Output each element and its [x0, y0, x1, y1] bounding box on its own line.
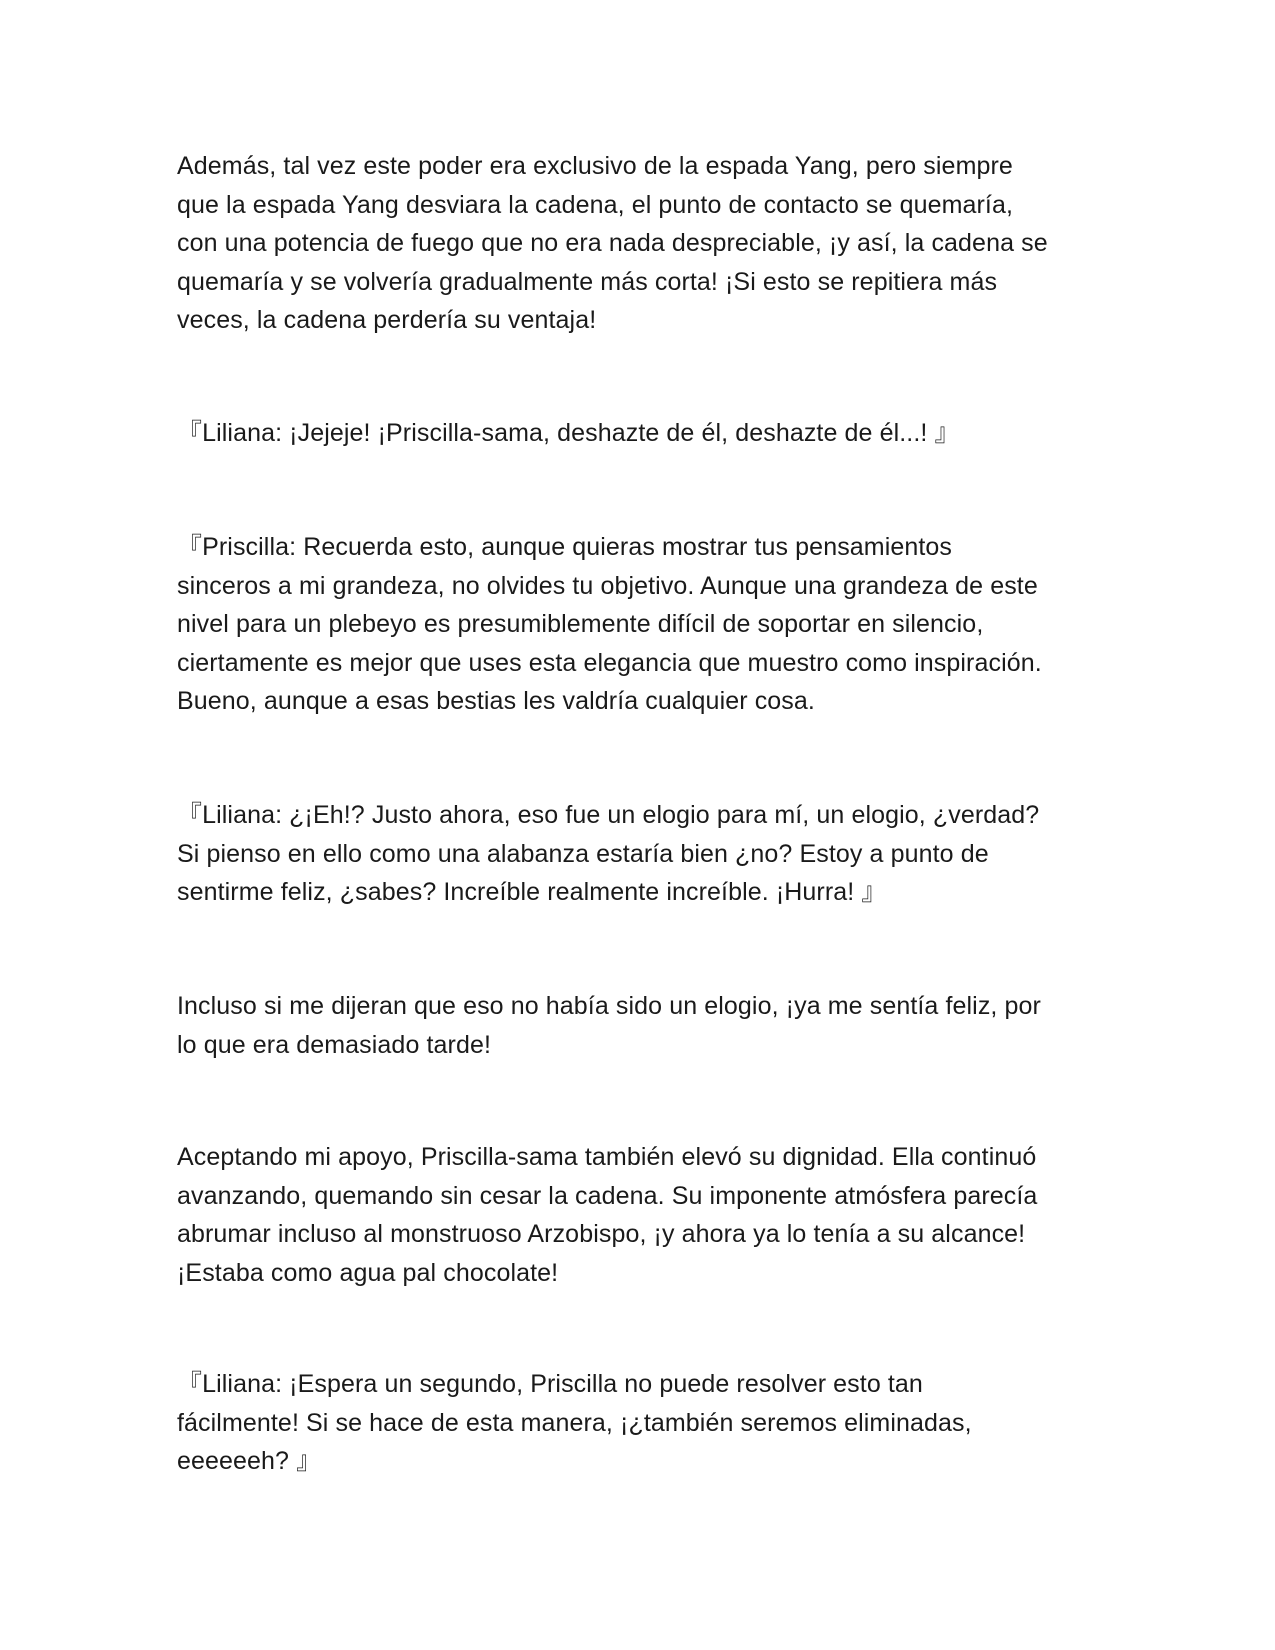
- text-line: avanzando, quemando sin cesar la cadena. Su imponente atmósfera parecía: [177, 1181, 1038, 1210]
- text-line: ciertamente es mejor que uses esta elegancia que muestro como inspiración.: [177, 648, 1042, 677]
- paragraph-narration-2: [177, 987, 1097, 1064]
- text-line: 『Liliana: ¿¡Eh!? Justo ahora, eso fue un elogio para mí, un elogio, ¿verdad?: [177, 801, 1040, 829]
- text-line: abrumar incluso al monstruoso Arzobispo, ¡y ahora ya lo tenía a su alcance!: [177, 1220, 1026, 1248]
- text-line: 『Liliana: ¡Jejeje! ¡Priscilla-sama, deshazte de él, deshazte de él...! 』: [177, 419, 960, 447]
- text-line: ¡Estaba como agua pal chocolate!: [177, 1258, 559, 1287]
- text-line: Bueno, aunque a esas bestias les valdría cualquier cosa.: [177, 687, 815, 715]
- text-line: fácilmente! Si se hace de esta manera, ¡¿también seremos eliminadas,: [177, 1408, 972, 1437]
- text-line: 『Liliana: ¡Espera un segundo, Priscilla no puede resolver esto tan: [177, 1370, 923, 1398]
- paragraph-dialogue-liliana-3: [177, 1365, 1097, 1481]
- paragraph-dialogue-liliana-2: [177, 796, 1097, 912]
- text-line: Si pienso en ello como una alabanza estaría bien ¿no? Estoy a punto de: [177, 839, 989, 868]
- text-line: lo que era demasiado tarde!: [177, 1030, 492, 1059]
- text-line: que la espada Yang desviara la cadena, el punto de contacto se quemaría,: [177, 190, 1014, 219]
- text-line: sentirme feliz, ¿sabes? Increíble realmente increíble. ¡Hurra! 』: [177, 878, 887, 906]
- paragraph-dialogue-priscilla: [177, 528, 1097, 721]
- text-line: veces, la cadena perdería su ventaja!: [177, 306, 597, 334]
- text-line: eeeeeeh? 』: [177, 1447, 322, 1475]
- text-line: Incluso si me dijeran que eso no había sido un elogio, ¡ya me sentía feliz, por: [177, 992, 1041, 1020]
- paragraph-narration-1: [177, 147, 1097, 340]
- text-line: con una potencia de fuego que no era nada despreciable, ¡y así, la cadena se: [177, 229, 1048, 257]
- text-line: Aceptando mi apoyo, Priscilla-sama también elevó su dignidad. Ella continuó: [177, 1143, 1037, 1171]
- paragraph-dialogue-liliana-1: [177, 414, 1097, 453]
- paragraph-narration-3: [177, 1138, 1097, 1292]
- text-line: 『Priscilla: Recuerda esto, aunque quieras mostrar tus pensamientos: [177, 533, 953, 561]
- text-line: nivel para un plebeyo es presumiblemente difícil de soportar en silencio,: [177, 610, 984, 638]
- text-line: quemaría y se volvería gradualmente más corta! ¡Si esto se repitiera más: [177, 267, 998, 296]
- text-line: sinceros a mi grandeza, no olvides tu objetivo. Aunque una grandeza de este: [177, 571, 1038, 600]
- text-line: Además, tal vez este poder era exclusivo de la espada Yang, pero siempre: [177, 152, 1013, 180]
